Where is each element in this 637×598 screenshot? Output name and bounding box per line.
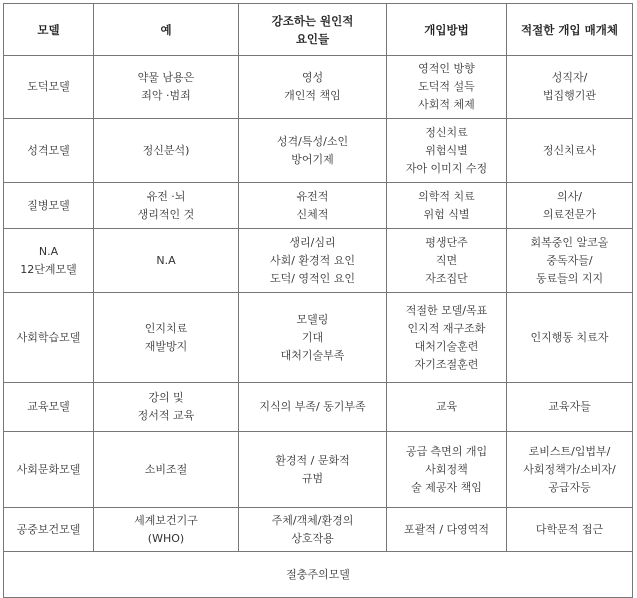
cell-intervention-agent: 회복중인 알코올 중독자들/ 동료들의 지지 xyxy=(507,229,633,293)
cell-example: 소비조절 xyxy=(94,432,239,508)
cell-example: 강의 및 정서적 교육 xyxy=(94,383,239,432)
table-row xyxy=(4,119,633,183)
cell-example: 약물 남용은 죄악 ·범죄 xyxy=(94,56,239,119)
cell-intervention-method: 포괄적 / 다영역적 xyxy=(387,508,507,552)
cell-model: 성격모델 xyxy=(4,119,94,183)
cell-model: 도덕모델 xyxy=(4,56,94,119)
header-model: 모델 xyxy=(4,4,94,56)
cell-intervention-agent: 다학문적 접근 xyxy=(507,508,633,552)
cell-causal-factors: 지식의 부족/ 동기부족 xyxy=(239,383,387,432)
cell-intervention-agent: 정신치료사 xyxy=(507,119,633,183)
cell-intervention-method: 평생단주 직면 자조집단 xyxy=(387,229,507,293)
cell-causal-factors: 환경적 / 문화적 규범 xyxy=(239,432,387,508)
cell-intervention-agent: 로비스트/입법부/ 사회정책가/소비자/ 공급자등 xyxy=(507,432,633,508)
header-example: 예 xyxy=(94,4,239,56)
header-intervention-method: 개입방법 xyxy=(387,4,507,56)
cell-intervention-method: 적절한 모델/목표 인지적 재구조화 대처기술훈련 자기조절훈련 xyxy=(387,293,507,383)
table-row xyxy=(4,432,633,508)
footer-row xyxy=(4,552,633,598)
table-row xyxy=(4,293,633,383)
cell-example: N.A xyxy=(94,229,239,293)
table-row xyxy=(4,229,633,293)
cell-example: 유전 ·뇌 생리적인 것 xyxy=(94,183,239,229)
cell-causal-factors: 생리/심리 사회/ 환경적 요인 도덕/ 영적인 요인 xyxy=(239,229,387,293)
cell-model: 공중보건모델 xyxy=(4,508,94,552)
cell-example: 세계보건기구 (WHO) xyxy=(94,508,239,552)
model-comparison-table xyxy=(3,3,633,598)
table-row xyxy=(4,508,633,552)
cell-model: 사회문화모델 xyxy=(4,432,94,508)
cell-model: 사회학습모델 xyxy=(4,293,94,383)
table-row xyxy=(4,56,633,119)
cell-causal-factors: 모델링 기대 대처기술부족 xyxy=(239,293,387,383)
table-container xyxy=(3,3,633,598)
cell-example: 정신분석) xyxy=(94,119,239,183)
footer-cell-eclectic-model: 절충주의모델 xyxy=(4,552,633,598)
cell-intervention-agent: 성직자/ 법집행기관 xyxy=(507,56,633,119)
header-causal-factors: 강조하는 원인적 요인들 xyxy=(239,4,387,56)
cell-model: 교육모델 xyxy=(4,383,94,432)
cell-causal-factors: 유전적 신체적 xyxy=(239,183,387,229)
cell-intervention-agent: 의사/ 의료전문가 xyxy=(507,183,633,229)
cell-model: N.A 12단계모델 xyxy=(4,229,94,293)
cell-intervention-method: 교육 xyxy=(387,383,507,432)
cell-intervention-agent: 인지행동 치료자 xyxy=(507,293,633,383)
header-intervention-agent: 적절한 개입 매개체 xyxy=(507,4,633,56)
cell-intervention-method: 의학적 치료 위험 식별 xyxy=(387,183,507,229)
cell-intervention-method: 영적인 방향 도덕적 설득 사회적 체제 xyxy=(387,56,507,119)
cell-causal-factors: 주체/객체/환경의 상호작용 xyxy=(239,508,387,552)
cell-intervention-method: 공급 측면의 개입 사회정책 술 제공자 책임 xyxy=(387,432,507,508)
cell-intervention-agent: 교육자들 xyxy=(507,383,633,432)
cell-intervention-method: 정신치료 위험식별 자아 이미지 수정 xyxy=(387,119,507,183)
table-row xyxy=(4,183,633,229)
header-row xyxy=(4,4,633,56)
cell-causal-factors: 성격/특성/소인 방어기제 xyxy=(239,119,387,183)
cell-causal-factors: 영성 개인적 책임 xyxy=(239,56,387,119)
table-row xyxy=(4,383,633,432)
cell-example: 인지치료 재발방지 xyxy=(94,293,239,383)
cell-model: 질병모델 xyxy=(4,183,94,229)
